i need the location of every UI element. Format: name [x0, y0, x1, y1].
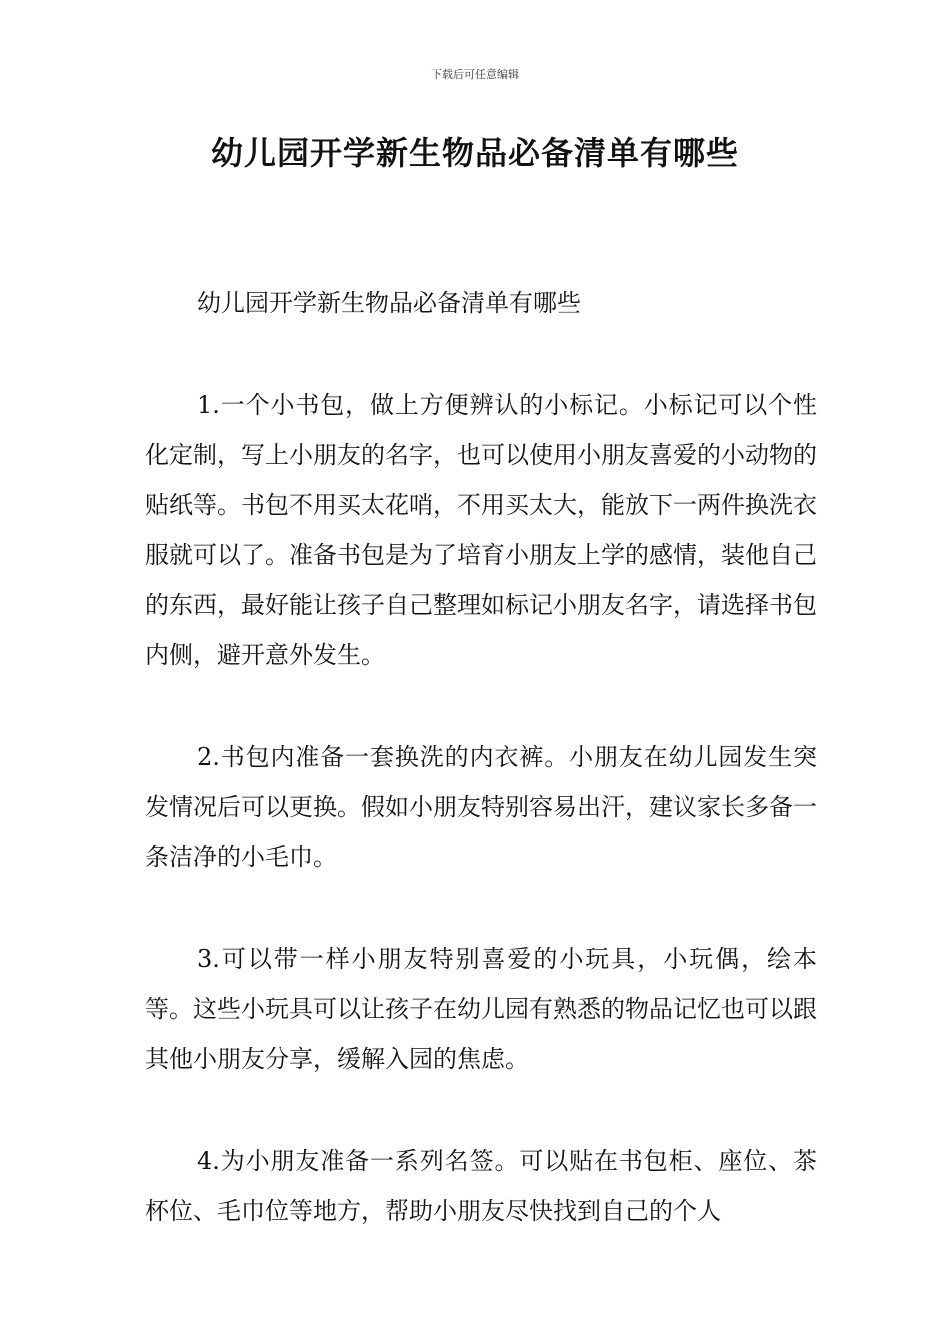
- paragraph-1: 1.一个小书包，做上方便辨认的小标记。小标记可以个性化定制，写上小朋友的名字，也可以使用小朋友喜爱的小动物的贴纸等。书包不用买太花哨，不用买太大，能放下一两件换洗衣服就可以了。准备书包是为了培育小朋友上学的感情，装他自己的东西，最好能让孩子自己整理如标记小朋友名字，请选择书包内侧，避开意外发生。: [145, 391, 817, 669]
- paragraph-3: 3.可以带一样小朋友特别喜爱的小玩具，小玩偶，绘本等。这些小玩具可以让孩子在幼儿园有熟悉的物品记忆也可以跟其他小朋友分享，缓解入园的焦虑。: [145, 945, 817, 1073]
- document-title: 幼儿园开学新生物品必备清单有哪些: [210, 134, 739, 172]
- paragraph-4: 4.为小朋友准备一系列名签。可以贴在书包柜、座位、茶杯位、毛巾位等地方，帮助小朋友尽快找到自己的个人: [145, 1147, 817, 1225]
- document-subtitle: 幼儿园开学新生物品必备清单有哪些: [197, 289, 581, 317]
- paragraph-2: 2.书包内准备一套换洗的内衣裤。小朋友在幼儿园发生突发情况后可以更换。假如小朋友特别容易出汗，建议家长多备一条洁净的小毛巾。: [145, 743, 817, 871]
- header-note: 下载后可任意编辑: [431, 68, 519, 81]
- document-body: [145, 278, 817, 1288]
